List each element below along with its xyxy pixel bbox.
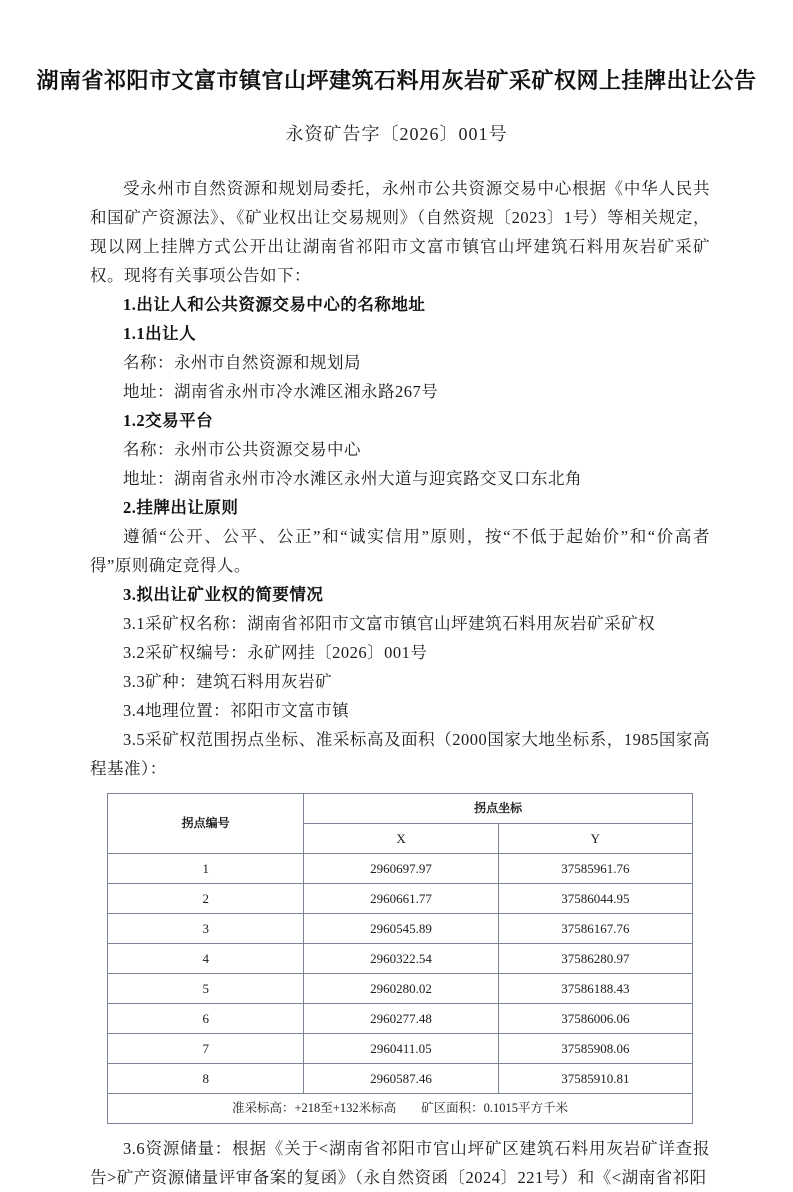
x-header-cell: X	[304, 824, 498, 854]
table-row	[108, 1004, 693, 1034]
table-cell: 2960697.97	[304, 854, 498, 884]
group-header-cell: 拐点坐标	[304, 794, 693, 824]
table-cell: 4	[108, 944, 304, 974]
section-paragraph: 名称：永州市公共资源交易中心	[123, 440, 361, 459]
section-paragraph: 遵循“公开、公平、公正”和“诚实信用”原则，按“不低于起始价”和“价高者得”原则确定竞得人。	[90, 527, 710, 575]
table-footer-row	[108, 1094, 693, 1124]
table-cell: 6	[108, 1004, 304, 1034]
table-row	[108, 1034, 693, 1064]
table-footer-cell: 准采标高：+218至+132米标高 矿区面积：0.1015平方千米	[108, 1094, 693, 1124]
table-row	[108, 974, 693, 1004]
coordinates-table-footer	[108, 1094, 693, 1124]
table-cell: 37586167.76	[498, 914, 692, 944]
table-row	[108, 914, 693, 944]
table-row	[108, 854, 693, 884]
y-header-cell: Y	[498, 824, 692, 854]
table-cell: 37586280.97	[498, 944, 692, 974]
table-cell: 2960277.48	[304, 1004, 498, 1034]
table-cell: 2960280.02	[304, 974, 498, 1004]
section-paragraph: 3.2采矿权编号：永矿网挂〔2026〕001号	[123, 643, 428, 662]
intro-paragraph: 受永州市自然资源和规划局委托，永州市公共资源交易中心根据《中华人民共和国矿产资源法》、《矿业权出让交易规则》（自然资规〔2023〕1号）等相关规定，现以网上挂牌方式公开出让湖南省祁阳市文富市镇官山坪建筑石料用灰岩矿采矿权。现将有关事项公告如下：	[90, 179, 710, 285]
sections-container	[90, 290, 710, 783]
table-cell: 2960322.54	[304, 944, 498, 974]
section-heading: 1.1出让人	[123, 324, 197, 343]
table-row	[108, 944, 693, 974]
document-page	[0, 64, 793, 1186]
section-paragraph: 地址：湖南省永州市冷水滩区湘永路267号	[123, 382, 439, 401]
table-cell: 2960545.89	[304, 914, 498, 944]
table-row	[108, 884, 693, 914]
section-heading: 2.挂牌出让原则	[123, 498, 239, 517]
coordinates-table-body	[108, 854, 693, 1094]
corner-header-cell: 拐点编号	[108, 794, 304, 854]
table-cell: 37586044.95	[498, 884, 692, 914]
table-cell: 2960587.46	[304, 1064, 498, 1094]
section-paragraph: 名称：永州市自然资源和规划局	[123, 353, 361, 372]
table-cell: 5	[108, 974, 304, 1004]
table-cell: 37585961.76	[498, 854, 692, 884]
section-paragraph: 3.1采矿权名称：湖南省祁阳市文富市镇官山坪建筑石料用灰岩矿采矿权	[123, 614, 656, 633]
section-paragraph: 地址：湖南省永州市冷水滩区永州大道与迎宾路交叉口东北角	[123, 469, 582, 488]
table-cell: 37586188.43	[498, 974, 692, 1004]
table-cell: 1	[108, 854, 304, 884]
table-row	[108, 1064, 693, 1094]
coordinates-table	[107, 793, 693, 1124]
section-heading: 1.出让人和公共资源交易中心的名称地址	[123, 295, 426, 314]
table-cell: 3	[108, 914, 304, 944]
section-paragraph: 3.3矿种：建筑石料用灰岩矿	[123, 672, 333, 691]
table-header-row-group	[108, 794, 693, 824]
doc-body	[90, 174, 710, 1192]
table-cell: 37585910.81	[498, 1064, 692, 1094]
table-cell: 2	[108, 884, 304, 914]
table-cell: 8	[108, 1064, 304, 1094]
table-cell: 7	[108, 1034, 304, 1064]
table-cell: 2960661.77	[304, 884, 498, 914]
table-cell: 2960411.05	[304, 1034, 498, 1064]
coordinates-table-header	[108, 794, 693, 854]
table-cell: 37585908.06	[498, 1034, 692, 1064]
table-cell: 37586006.06	[498, 1004, 692, 1034]
doc-number: 永资矿告字〔2026〕001号	[285, 124, 508, 144]
section-heading: 1.2交易平台	[123, 411, 214, 430]
section-paragraph: 3.5采矿权范围拐点坐标、准采标高及面积（2000国家大地坐标系，1985国家高程基准）：	[90, 730, 710, 778]
section-paragraph: 3.4地理位置：祁阳市文富市镇	[123, 701, 350, 720]
doc-title: 湖南省祁阳市文富市镇官山坪建筑石料用灰岩矿采矿权网上挂牌出让公告	[36, 68, 757, 93]
section-heading: 3.拟出让矿业权的简要情况	[123, 585, 324, 604]
closing-paragraph: 3.6资源储量：根据《关于<湖南省祁阳市官山坪矿区建筑石料用灰岩矿详查报告>矿产资源储量评审备案的复函》（永自然资函〔2024〕221号）和《<湖南省祁阳	[90, 1139, 710, 1187]
